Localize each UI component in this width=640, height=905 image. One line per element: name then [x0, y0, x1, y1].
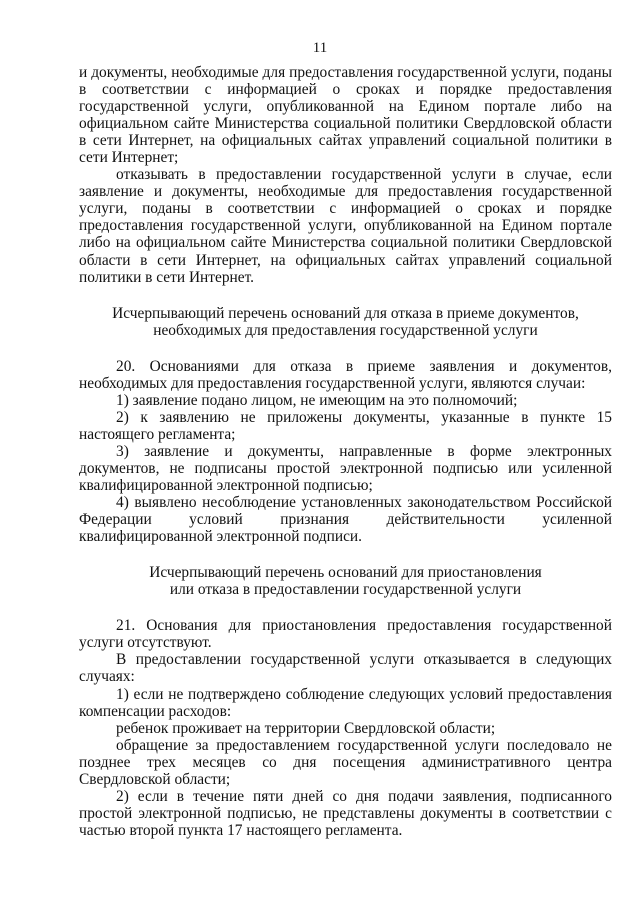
paragraph-20-item-3: 3) заявление и документы, направленные в форме электронных документов, не подписаны простой электронной подписью или усиленной квалифицированной электронной подписью; — [79, 442, 612, 495]
paragraph-documents-submitted: и документы, необходимые для предоставления государственной услуги, поданы в соответствии с информацией о сроках и порядке предоставления государственной услуги, опубликованной на Едином портале либо на официальном сайте Министерства социальной политики Свердловской области в сети Интернет, на официальных сайтах управлений социальной политики в сети Интернет; — [79, 64, 612, 167]
section-heading-suspension-line2: или отказа в предоставлении государственной услуги — [169, 581, 522, 599]
paragraph-refuse-service: отказывать в предоставлении государственной услуги в случае, если заявление и документы, необходимые для предоставления государственной услуги, поданы в соответствии с информацией о сроках и порядке предоставления государственной услуги, опубликованной на Едином портале либо на официальном сайте Министерства социальной политики Свердловской области в сети Интернет, на официальных сайтах управлений социальной политики в сети Интернет. — [79, 166, 612, 286]
paragraph-20-item-2: 2) к заявлению не приложены документы, указанные в пункте 15 настоящего регламента; — [79, 408, 612, 443]
section-heading-suspension-line1: Исчерпывающий перечень оснований для приостановления — [149, 564, 542, 582]
paragraph-21-item-1: 1) если не подтверждено соблюдение следующих условий предоставления компенсации расходов: — [79, 685, 612, 720]
paragraph-20: 20. Основаниями для отказа в приеме заявления и документов, необходимых для предоставления государственной услуги, являются случаи: — [79, 357, 612, 392]
section-heading-refusal-reasons-line1: Исчерпывающий перечень оснований для отказа в приеме документов, — [112, 304, 579, 322]
paragraph-21-refusal-cases: В предоставлении государственной услуги отказывается в следующих случаях: — [79, 651, 612, 686]
paragraph-21-item-1-condition-b: обращение за предоставлением государственной услуги последовало не позднее трех месяцев со дня посещения административного центра Свердловской области; — [79, 736, 612, 788]
section-heading-refusal-reasons-line2: необходимых для предоставления государственной услуги — [153, 321, 538, 339]
page-number: 11 — [312, 40, 328, 56]
paragraph-20-item-4: 4) выявлено несоблюдение установленных законодательством Российской Федерации условий признания действительности усиленной квалифицированной электронной подписи. — [79, 494, 612, 546]
paragraph-20-item-1: 1) заявление подано лицом, не имеющим на это полномочий; — [116, 391, 518, 409]
paragraph-21-item-2: 2) если в течение пяти дней со дня подачи заявления, подписанного простой электронной подписью, не представлены документы в соответствии с частью второй пункта 17 настоящего регламента. — [79, 787, 612, 839]
paragraph-21-item-1-condition-a: ребенок проживает на территории Свердловской области; — [116, 719, 496, 737]
paragraph-21: 21. Основания для приостановления предоставления государственной услуги отсутствуют. — [79, 617, 612, 652]
document-body — [79, 64, 612, 839]
